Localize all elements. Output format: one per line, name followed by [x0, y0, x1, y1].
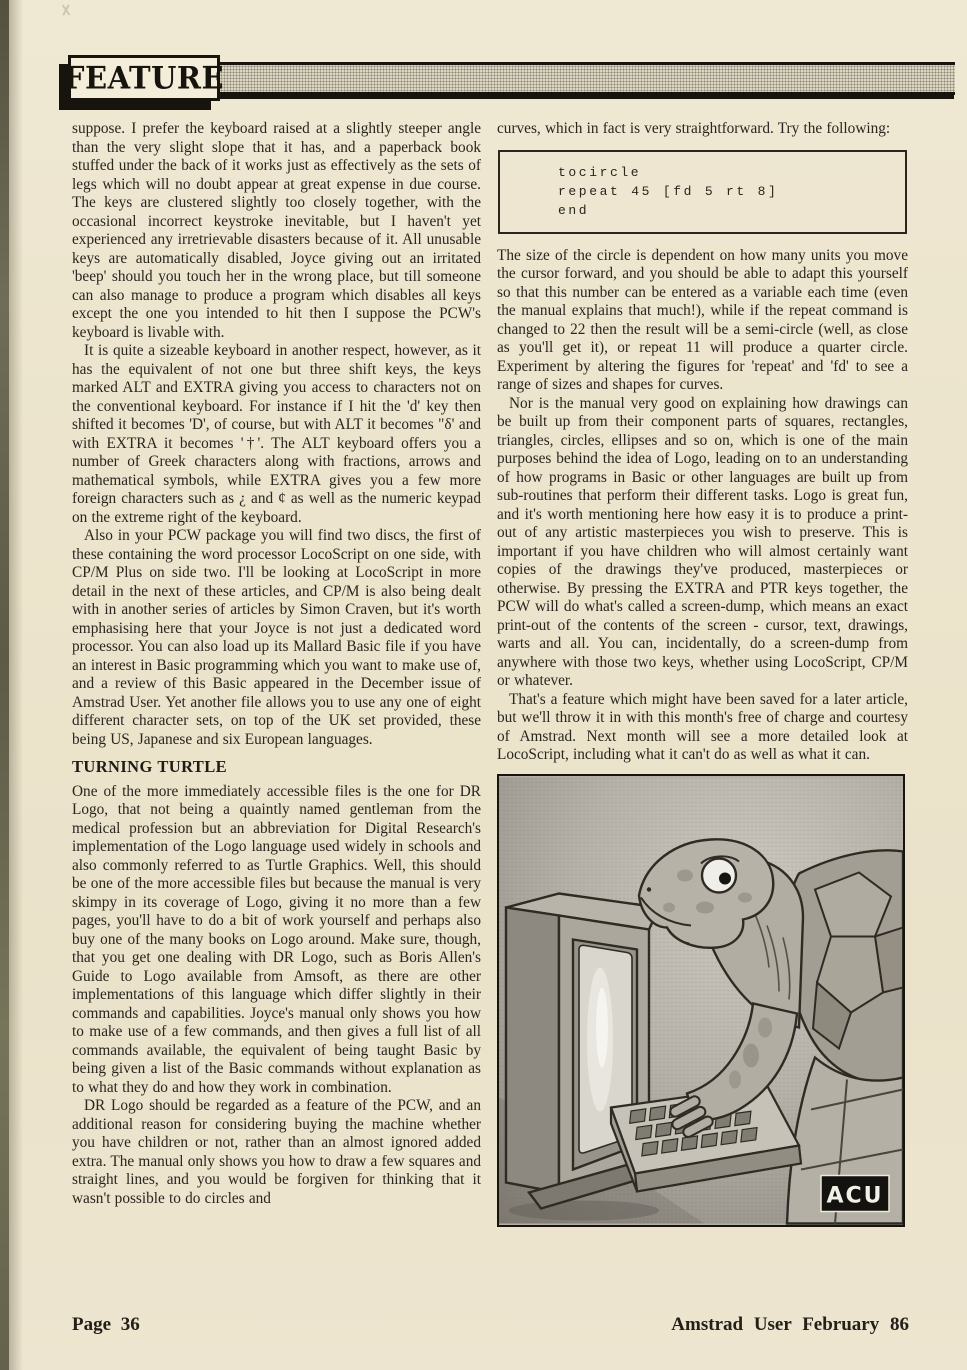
paragraph: That's a feature which might have been saved for a later article, but we'll throw it in with this month's free of charge and courtesy of Amstrad. Next month will see a more detailed look at LocoScript, including what it can't do as well as what it can. — [497, 690, 908, 763]
paragraph: DR Logo should be regarded as a feature of the PCW, and an additional reason for considering buying the machine whether you have children or not, rather than an almost ignored added extra. The manual only shows you how to draw a few squares and straight lines, and you would be forgiven for thinking that it wasn't possible to do circles and — [72, 1097, 481, 1207]
logo-code-listing — [498, 150, 907, 234]
paragraph: curves, which in fact is very straightforward. Try the following: — [497, 120, 891, 137]
feature-label: FEATURE — [63, 60, 225, 96]
paragraph: It is quite a sizeable keyboard in another respect, however, as it has the equivalent of not one but three shift keys, the keys marked ALT and EXTRA giving you access to characters not on the conventional keyboard. For instance if I hit the 'd' key then shifted it becomes 'D', of course, but with ALT it becomes "δ' and with EXTRA it becomes '†'. The ALT keyboard offers you a number of Greek characters along with fractions, arrows and mathematical symbols, while EXTRA gives you a few more foreign characters such as ¿ and ¢ as well as the numeric keypad on the extreme right of the keyboard. — [72, 342, 481, 526]
paragraph: One of the more immediately accessible files is the one for DR Logo, that not being a quaintly named gentleman from the medical profession but an abbreviation for Digital Research's implementation of the Logo language used widely in schools and also commonly referred to as Turtle Graphics. Well, this should be one of the more accessible files but because the manual is very skimpy in its coverage of Logo, giving it no more than a few pages, you'll have to do a bit of work yourself and perhaps also buy one of the many books on Logo around. Make sure, though, that you get one dealing with DR Logo, such as Boris Allen's Guide to Logo available from Amsoft, as there are other implementations of this language which differ slightly in their commands and capabilities. Joyce's manual only shows you how to make use of a few commands, and then gives a full list of all commands available, the equivalent of being taught Basic by being given a list of the Basic commands without explanation as to what they do and how they work in combination. — [72, 782, 481, 1096]
scan-edge-strip — [0, 0, 9, 1370]
turtle-illustration — [497, 774, 905, 1227]
paragraph: Nor is the manual very good on explaining how drawings can be built up from their component parts of squares, rectangles, triangles, circles, ellipses and so on, which is one of the main purposes behind the idea of Logo, leading on to an understanding of how programs in Basic or other languages are built up from sub-routines that perform their different tasks. Logo is great fun, and it's worth mentioning here how easy it is to produce a print-out of any artistic masterpieces you wish to preserve. This is important if you have children who will almost certainly want copies of the drawings they've produced, masterpieces or otherwise. By pressing the EXTRA and PTR keys together, the PCW will do what's called a screen-dump, which means an exact print-out of the contents of the screen - cursor, text, drawings, warts and all. You can, incidentally, do a screen-dump from anywhere with those two keys, whether using LocoScript, CP/M or whatever. — [497, 394, 908, 689]
code-line: end — [558, 202, 590, 218]
magazine-issue: Amstrad User February 86 — [671, 1314, 909, 1335]
paragraph: suppose. I prefer the keyboard raised at a slightly steeper angle than the very slight slope that it has, and a paperback book stuffed under the back of it works just as effectively as the sets of legs which will no doubt appear at great expense in due course. The keys are clustered slightly too closely together, with the occasional incorrect keystroke inevitable, but I haven't yet experienced any irretrievable disasters because of it. All unusable keys are automatically disabled, Joyce giving out an irritated 'beep' should you touch her in the wrong place, but till someone can also manage to produce a program which disables all keys except the one you intended to hit then I suppose the PCW's keyboard is livable with. — [72, 120, 481, 341]
turtle-illustration-drawing — [499, 776, 903, 1225]
left-column — [72, 120, 481, 1208]
illustration-credit: ACU — [826, 1183, 884, 1208]
illustration-credit-badge — [821, 1175, 889, 1211]
right-column — [497, 120, 908, 1227]
feature-label-box — [63, 55, 225, 101]
paragraph: The size of the circle is dependent on how many units you move the cursor forward, and you should be able to adapt this yourself so that this number can be entered as a variable each time (even the manual explains that much!), while if the repeat command is changed to 22 then the result will be a semi-circle (well, as close as you'll get it), or repeat 11 will produce a quarter circle. Experiment by altering the figures for 'repeat' and 'fd' to see a range of sizes and shapes for curves. — [497, 246, 908, 393]
turtle-eye — [702, 858, 736, 892]
code-line: tocircle — [558, 164, 642, 180]
page-footer — [72, 1314, 909, 1336]
paragraph: Also in your PCW package you will find two discs, the first of these containing the word processor LocoScript on one side, with CP/M Plus on side two. I'll be looking at LocoScript in more detail in the next of these articles, and CP/M is also being dealt with in another series of articles by Simon Craven, but it's worth emphasising here that your Joyce is not just a dedicated word processor. You can also load up its Mallard Basic file if you have an interest in Basic programming which you want to make use of, and a review of this Basic appeared in the December issue of Amstrad User. Yet another file allows you to use any one of eight different character sets, on top of the UK set provided, these being US, Japanese and six European languages. — [72, 527, 481, 748]
scan-artifact — [60, 4, 72, 16]
section-heading: TURNING TURTLE — [72, 757, 228, 776]
code-line: repeat 45 [fd 5 rt 8] — [558, 183, 779, 199]
page-number: Page 36 — [72, 1314, 140, 1335]
header-banner — [100, 62, 955, 95]
scan-edge-shadow — [9, 0, 23, 1370]
